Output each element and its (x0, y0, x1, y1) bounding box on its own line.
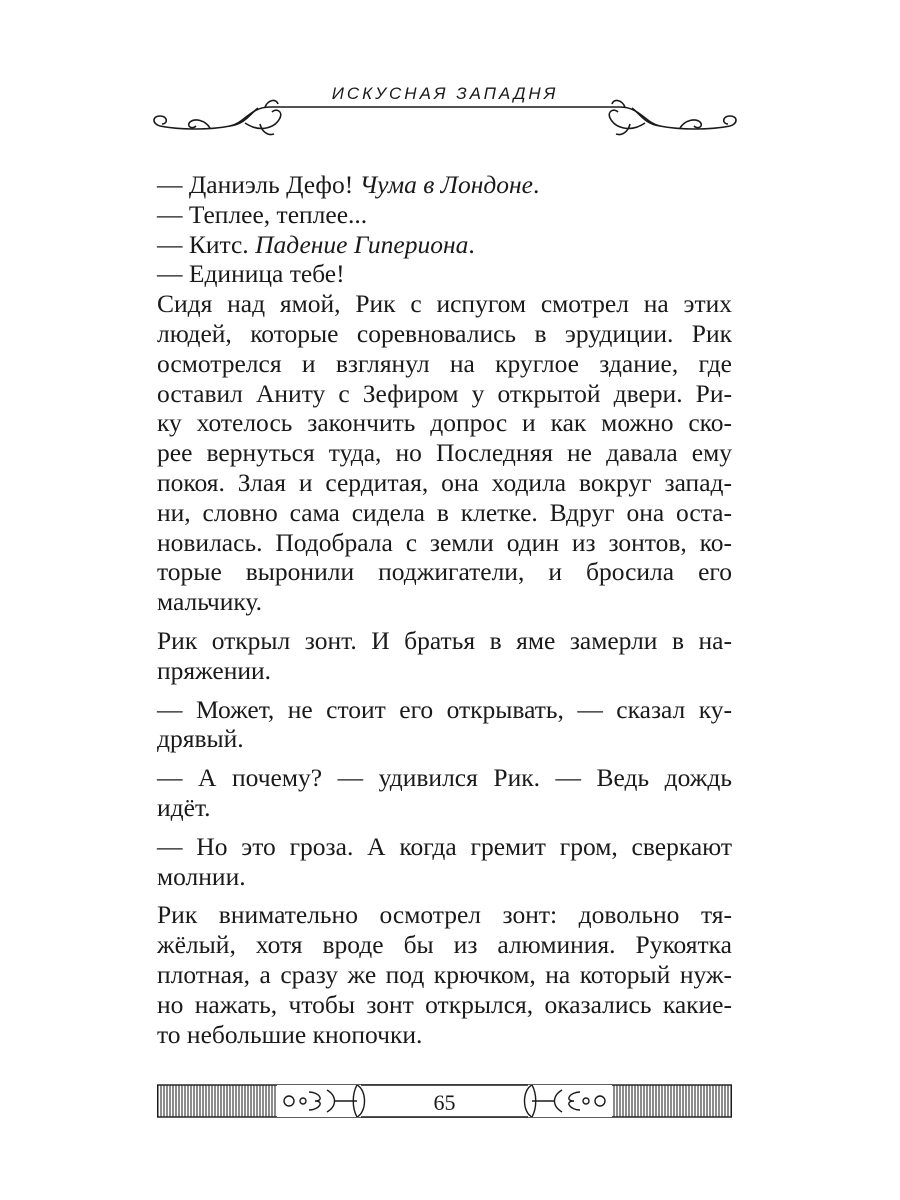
text-line: Рик открыл зонт. И братья в яме замерли в на- (157, 625, 732, 655)
text-line: оставил Аниту с Зефиром у открытой двери. Ри- (157, 378, 732, 408)
text-line: ку хотелось закончить допрос и как можно ско- (157, 408, 732, 438)
paragraph-6 (157, 900, 732, 1049)
page-number: 65 (433, 1090, 456, 1115)
book-title: Падение Гипериона (255, 229, 469, 259)
text-line: осмотрелся и взглянул на круглое здание, где (157, 348, 732, 378)
text-line: мальчику. (157, 587, 262, 617)
dialogue-tail: . (532, 170, 540, 199)
text-line: но нажать, чтобы зонт открылся, оказались какие- (157, 989, 732, 1019)
text-line: — А почему? — удивился Рик. — Ведь дождь (157, 763, 732, 793)
text-line: пряжении. (157, 655, 272, 685)
dialogue-line (157, 230, 732, 260)
text-line: жёлый, хотя вроде бы из алюминия. Рукоятка (157, 930, 732, 960)
text-line: идёт. (157, 792, 211, 822)
text-line: — Может, не стоит его открывать, — сказал ку- (157, 694, 732, 724)
book-title: Чума в Лондоне (359, 170, 533, 199)
page-header (150, 78, 740, 148)
text-line: плотная, а сразу же под крючком, на который нуж- (157, 959, 732, 989)
running-title: ИСКУСНАЯ ЗАПАДНЯ (331, 84, 559, 103)
paragraph-1 (157, 289, 732, 617)
text-line: покоя. Злая и сердитая, она ходила вокруг запад- (157, 467, 732, 497)
text-line: ни, словно сама сидела в клетке. Вдруг она оста- (157, 497, 732, 527)
text-line: торые выронили поджигатели, и бросила его (157, 557, 732, 587)
text-line: — Но это гроза. А когда гремит гром, сверкают (157, 831, 732, 861)
text-line: рее вернуться туда, но Последняя не давала ему (157, 438, 732, 468)
dialogue-line (157, 259, 732, 289)
dialogue-text: — Китс. (157, 229, 256, 259)
dialogue-text: — Теплее, теплее... (157, 199, 368, 229)
page-body (157, 170, 732, 1049)
text-line: дрявый. (157, 724, 244, 754)
dialogue-line (157, 200, 732, 230)
text-line: молнии. (157, 861, 246, 891)
dialogue-line (157, 170, 732, 200)
text-line: людей, которые соревновались в эрудиции. Рик (157, 318, 732, 348)
text-line: Рик внимательно осмотрел зонт: довольно тя- (157, 900, 732, 930)
text-line: то небольшие кнопочки. (157, 1019, 423, 1049)
text-line: Сидя над ямой, Рик с испугом смотрел на этих (157, 289, 732, 319)
paragraph-2 (157, 626, 732, 686)
paragraph-5 (157, 832, 732, 892)
page-footer (157, 1082, 732, 1122)
paragraph-3 (157, 695, 732, 755)
text-line: новилась. Подобрала с земли один из зонтов, ко- (157, 527, 732, 557)
dialogue-tail: . (468, 229, 475, 259)
dialogue-text: — Единица тебе! (157, 259, 345, 289)
dialogue-text: — Даниэль Дефо! (157, 170, 360, 199)
paragraph-4 (157, 763, 732, 823)
